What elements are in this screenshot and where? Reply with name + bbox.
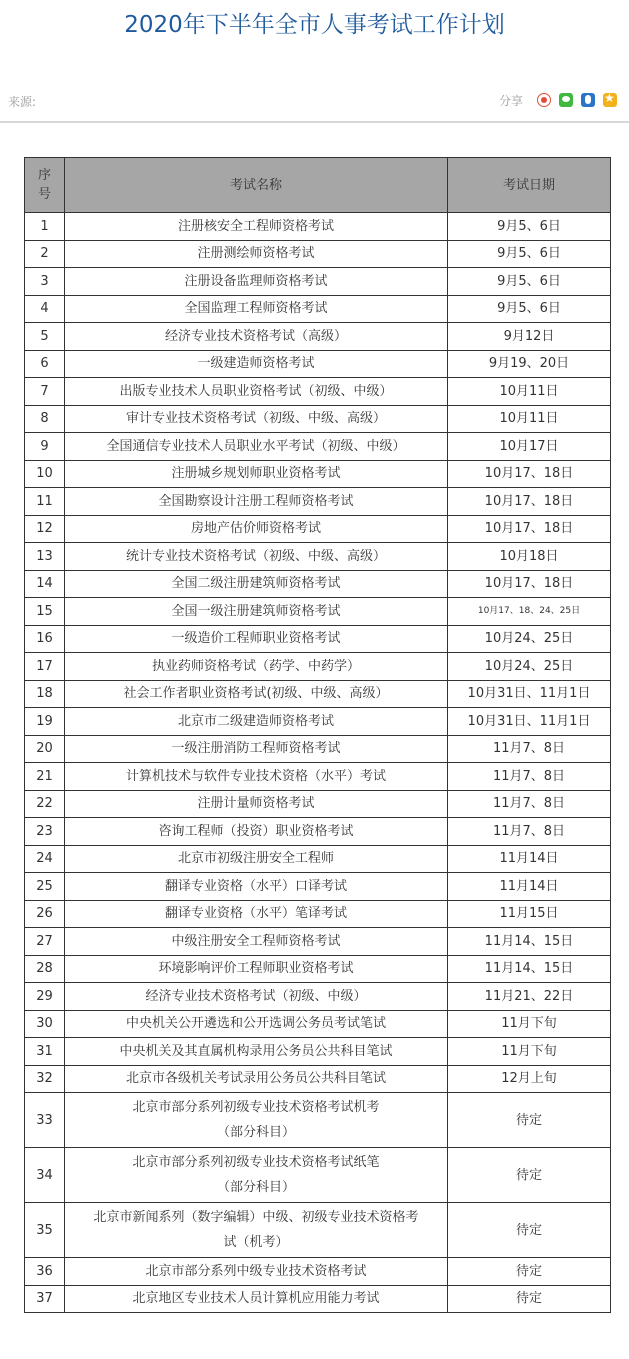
- exam-date: 9月5、6日: [448, 268, 611, 296]
- row-number: 25: [25, 873, 65, 901]
- table-row: [25, 460, 611, 488]
- row-number: 33: [25, 1093, 65, 1148]
- header-no-char: 号: [37, 187, 51, 202]
- exam-date: 待定: [448, 1258, 611, 1286]
- table-row: [25, 240, 611, 268]
- exam-name: 一级注册消防工程师资格考试: [65, 735, 448, 763]
- exam-date: 待定: [448, 1203, 611, 1258]
- exam-name-line1: 北京市部分系列初级专业技术资格考试纸笔: [132, 1155, 380, 1170]
- exam-name: 北京市二级建造师资格考试: [65, 708, 448, 736]
- exam-name: 北京市部分系列中级专业技术资格考试: [65, 1258, 448, 1286]
- exam-name: 翻译专业资格（水平）口译考试: [65, 873, 448, 901]
- row-number: 22: [25, 790, 65, 818]
- table-row: [25, 818, 611, 846]
- row-number: 27: [25, 928, 65, 956]
- exam-date: 11月7、8日: [448, 735, 611, 763]
- table-row: [25, 1038, 611, 1066]
- row-number: 2: [25, 240, 65, 268]
- table-row: [25, 735, 611, 763]
- exam-name: 社会工作者职业资格考试(初级、中级、高级）: [65, 680, 448, 708]
- exam-name: 环境影响评价工程师职业资格考试: [65, 955, 448, 983]
- exam-date: 10月24、25日: [448, 625, 611, 653]
- table-row: [25, 928, 611, 956]
- exam-date: 11月15日: [448, 900, 611, 928]
- exam-date: 11月7、8日: [448, 818, 611, 846]
- table-row: [25, 708, 611, 736]
- exam-name: 经济专业技术资格考试（初级、中级）: [65, 983, 448, 1011]
- exam-name: 经济专业技术资格考试（高级）: [65, 323, 448, 351]
- table-row: [25, 1203, 611, 1258]
- table-row: [25, 405, 611, 433]
- exam-name: [65, 1093, 448, 1148]
- row-number: 8: [25, 405, 65, 433]
- row-number: 21: [25, 763, 65, 791]
- row-number: 30: [25, 1010, 65, 1038]
- exam-name: 中央机关公开遴选和公开选调公务员考试笔试: [65, 1010, 448, 1038]
- exam-date: 待定: [448, 1285, 611, 1313]
- table-row: [25, 900, 611, 928]
- wechat-icon[interactable]: [559, 93, 573, 107]
- table-row: [25, 488, 611, 516]
- table-row: [25, 268, 611, 296]
- row-number: 9: [25, 433, 65, 461]
- exam-date: 10月31日、11月1日: [448, 708, 611, 736]
- table-row: [25, 1285, 611, 1313]
- row-number: 16: [25, 625, 65, 653]
- exam-date: 10月11日: [448, 405, 611, 433]
- exam-date: 11月7、8日: [448, 790, 611, 818]
- exam-date: 10月17、18日: [448, 488, 611, 516]
- row-number: 29: [25, 983, 65, 1011]
- exam-date: 11月14、15日: [448, 955, 611, 983]
- exam-name: 全国勘察设计注册工程师资格考试: [65, 488, 448, 516]
- table-row: [25, 680, 611, 708]
- table-row: [25, 515, 611, 543]
- header-name: 考试名称: [65, 158, 448, 213]
- exam-name: 全国一级注册建筑师资格考试: [65, 598, 448, 626]
- exam-date: 11月下旬: [448, 1038, 611, 1066]
- exam-name: 全国监理工程师资格考试: [65, 295, 448, 323]
- table-row: [25, 570, 611, 598]
- row-number: 10: [25, 460, 65, 488]
- table-row: [25, 1093, 611, 1148]
- exam-date: 11月14日: [448, 873, 611, 901]
- exam-name: 审计专业技术资格考试（初级、中级、高级）: [65, 405, 448, 433]
- row-number: 4: [25, 295, 65, 323]
- exam-date: 10月17、18日: [448, 460, 611, 488]
- weibo-icon[interactable]: [537, 93, 551, 107]
- exam-name: 翻译专业资格（水平）笔译考试: [65, 900, 448, 928]
- row-number: 14: [25, 570, 65, 598]
- row-number: 6: [25, 350, 65, 378]
- row-number: 34: [25, 1148, 65, 1203]
- row-number: 7: [25, 378, 65, 406]
- exam-date: 10月17、18、24、25日: [448, 598, 611, 626]
- table-row: [25, 295, 611, 323]
- exam-date: 待定: [448, 1148, 611, 1203]
- row-number: 28: [25, 955, 65, 983]
- exam-date: 待定: [448, 1093, 611, 1148]
- exam-name: 一级造价工程师职业资格考试: [65, 625, 448, 653]
- table-row: [25, 598, 611, 626]
- table-row: [25, 543, 611, 571]
- exam-name: 统计专业技术资格考试（初级、中级、高级）: [65, 543, 448, 571]
- row-number: 31: [25, 1038, 65, 1066]
- exam-date: 10月31日、11月1日: [448, 680, 611, 708]
- exam-schedule-table: [24, 157, 611, 1313]
- table-row: [25, 790, 611, 818]
- row-number: 18: [25, 680, 65, 708]
- article-meta: [0, 90, 629, 110]
- header-date: 考试日期: [448, 158, 611, 213]
- exam-name: 咨询工程师（投资）职业资格考试: [65, 818, 448, 846]
- exam-name: 计算机技术与软件专业技术资格（水平）考试: [65, 763, 448, 791]
- table-row: [25, 625, 611, 653]
- exam-name: 出版专业技术人员职业资格考试（初级、中级）: [65, 378, 448, 406]
- exam-name: 注册计量师资格考试: [65, 790, 448, 818]
- exam-name-line2: （部分科目）: [216, 1180, 295, 1195]
- exam-name-line2: （部分科目）: [216, 1125, 295, 1140]
- row-number: 3: [25, 268, 65, 296]
- row-number: 17: [25, 653, 65, 681]
- row-number: 32: [25, 1065, 65, 1093]
- exam-name-line2: 试（机考）: [223, 1235, 289, 1250]
- table-row: [25, 763, 611, 791]
- exam-date: 10月18日: [448, 543, 611, 571]
- row-number: 26: [25, 900, 65, 928]
- table-row: [25, 955, 611, 983]
- exam-name: 中央机关及其直属机构录用公务员公共科目笔试: [65, 1038, 448, 1066]
- row-number: 24: [25, 845, 65, 873]
- table-body: [25, 213, 611, 1313]
- table-row: [25, 1010, 611, 1038]
- exam-date: 9月5、6日: [448, 240, 611, 268]
- table-row: [25, 378, 611, 406]
- table-row: [25, 1148, 611, 1203]
- row-number: 13: [25, 543, 65, 571]
- row-number: 37: [25, 1285, 65, 1313]
- exam-name: 全国二级注册建筑师资格考试: [65, 570, 448, 598]
- exam-date: 9月5、6日: [448, 213, 611, 241]
- header-divider: [0, 121, 629, 123]
- exam-date: 10月24、25日: [448, 653, 611, 681]
- header-no: [25, 158, 65, 213]
- exam-date: 11月14日: [448, 845, 611, 873]
- exam-date: 11月14、15日: [448, 928, 611, 956]
- share-bar: [499, 90, 617, 109]
- exam-name: [65, 1148, 448, 1203]
- exam-name: 全国通信专业技术人员职业水平考试（初级、中级）: [65, 433, 448, 461]
- exam-name: [65, 1203, 448, 1258]
- share-label: 分享: [498, 94, 523, 108]
- table-row: [25, 653, 611, 681]
- exam-date: 11月7、8日: [448, 763, 611, 791]
- exam-date: 10月17、18日: [448, 515, 611, 543]
- row-number: 15: [25, 598, 65, 626]
- source-label: 来源:: [8, 95, 37, 109]
- table-row: [25, 845, 611, 873]
- header-no-char: 序: [37, 168, 51, 183]
- exam-date: 11月21、22日: [448, 983, 611, 1011]
- row-number: 20: [25, 735, 65, 763]
- table-row: [25, 873, 611, 901]
- row-number: 11: [25, 488, 65, 516]
- exam-name: 注册城乡规划师职业资格考试: [65, 460, 448, 488]
- row-number: 23: [25, 818, 65, 846]
- exam-name: 注册核安全工程师资格考试: [65, 213, 448, 241]
- exam-name-line1: 北京市新闻系列（数字编辑）中级、初级专业技术资格考: [93, 1210, 419, 1225]
- exam-name: 北京市各级机关考试录用公务员公共科目笔试: [65, 1065, 448, 1093]
- table-row: [25, 323, 611, 351]
- row-number: 19: [25, 708, 65, 736]
- qq-icon[interactable]: [581, 93, 595, 107]
- exam-date: 10月17、18日: [448, 570, 611, 598]
- row-number: 36: [25, 1258, 65, 1286]
- exam-date: 9月12日: [448, 323, 611, 351]
- exam-name: 北京市初级注册安全工程师: [65, 845, 448, 873]
- exam-date: 9月19、20日: [448, 350, 611, 378]
- qzone-icon[interactable]: [603, 93, 617, 107]
- table-row: [25, 1258, 611, 1286]
- exam-date: 10月11日: [448, 378, 611, 406]
- exam-date: 12月上旬: [448, 1065, 611, 1093]
- exam-date: 10月17日: [448, 433, 611, 461]
- row-number: 12: [25, 515, 65, 543]
- table-row: [25, 433, 611, 461]
- row-number: 35: [25, 1203, 65, 1258]
- row-number: 1: [25, 213, 65, 241]
- page-title: 2020年下半年全市人事考试工作计划: [124, 12, 505, 38]
- exam-date: 9月5、6日: [448, 295, 611, 323]
- table-row: [25, 983, 611, 1011]
- exam-date: 11月下旬: [448, 1010, 611, 1038]
- exam-name: 执业药师资格考试（药学、中药学）: [65, 653, 448, 681]
- exam-name: 北京地区专业技术人员计算机应用能力考试: [65, 1285, 448, 1313]
- exam-name: 注册设备监理师资格考试: [65, 268, 448, 296]
- table-row: [25, 213, 611, 241]
- row-number: 5: [25, 323, 65, 351]
- exam-name-line1: 北京市部分系列初级专业技术资格考试机考: [132, 1100, 380, 1115]
- exam-name: 注册测绘师资格考试: [65, 240, 448, 268]
- table-header-row: [25, 158, 611, 213]
- exam-name: 房地产估价师资格考试: [65, 515, 448, 543]
- exam-name: 一级建造师资格考试: [65, 350, 448, 378]
- table-row: [25, 350, 611, 378]
- exam-name: 中级注册安全工程师资格考试: [65, 928, 448, 956]
- table-row: [25, 1065, 611, 1093]
